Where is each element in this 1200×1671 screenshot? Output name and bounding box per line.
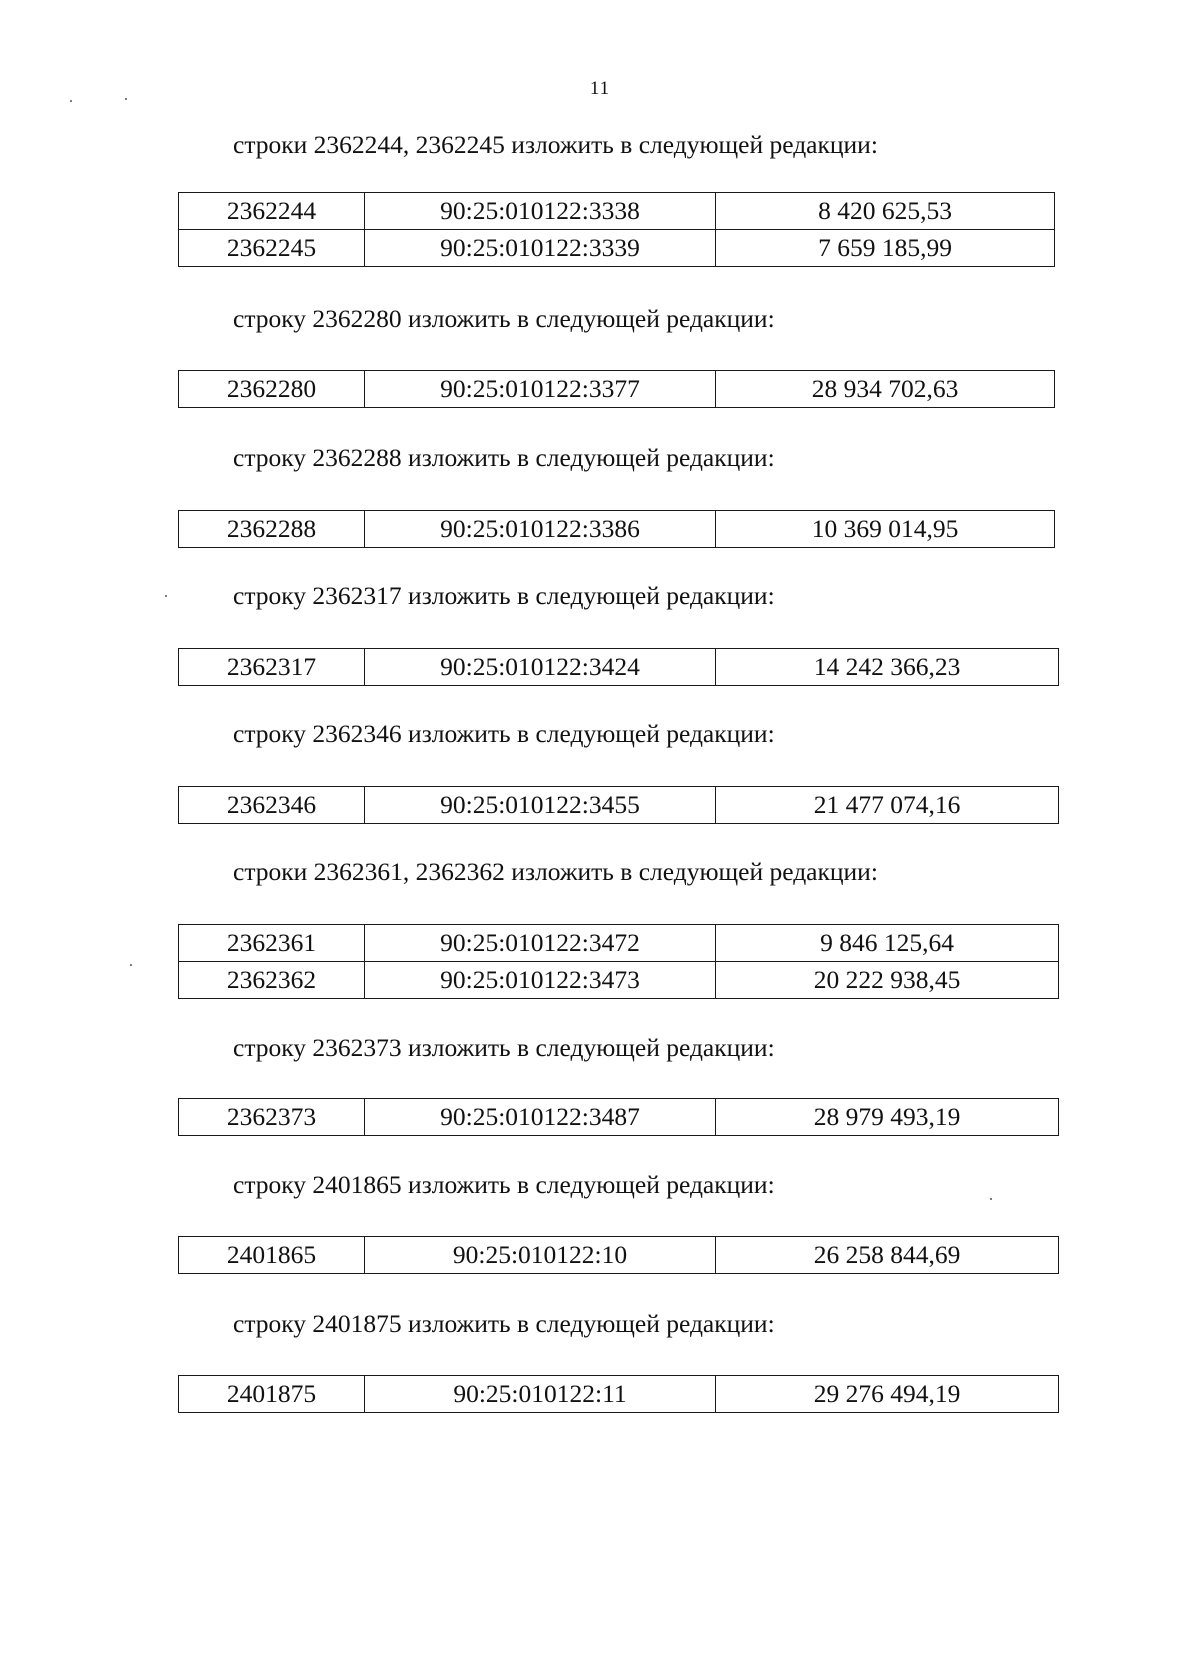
cadastral-value-cell: 8 420 625,53 bbox=[716, 193, 1055, 230]
amendment-table bbox=[178, 924, 1059, 999]
amendment-heading: строку 2362280 изложить в следующей редакции: bbox=[233, 304, 775, 333]
cadastral-value-cell: 14 242 366,23 bbox=[716, 649, 1059, 686]
table-row bbox=[179, 371, 1055, 408]
amendment-table bbox=[178, 370, 1055, 408]
scan-speck bbox=[165, 595, 167, 597]
row-number-cell: 2362361 bbox=[179, 925, 365, 962]
row-number-cell: 2362373 bbox=[179, 1099, 365, 1136]
amendment-table bbox=[178, 510, 1055, 548]
cadastral-number-cell: 90:25:010122:3472 bbox=[365, 925, 716, 962]
cadastral-number-cell: 90:25:010122:3338 bbox=[365, 193, 716, 230]
cadastral-value-cell: 26 258 844,69 bbox=[716, 1237, 1059, 1274]
scan-speck bbox=[130, 964, 132, 966]
amendment-heading: строку 2401865 изложить в следующей редакции: bbox=[233, 1170, 775, 1199]
table-row bbox=[179, 649, 1059, 686]
amendment-table bbox=[178, 192, 1055, 267]
table-row bbox=[179, 1376, 1059, 1413]
amendment-heading: строки 2362244, 2362245 изложить в следующей редакции: bbox=[233, 130, 878, 159]
scan-speck bbox=[990, 1198, 992, 1200]
cadastral-number-cell: 90:25:010122:10 bbox=[365, 1237, 716, 1274]
cadastral-number-cell: 90:25:010122:3377 bbox=[365, 371, 716, 408]
row-number-cell: 2362346 bbox=[179, 787, 365, 824]
table-row bbox=[179, 787, 1059, 824]
table-row bbox=[179, 193, 1055, 230]
cadastral-value-cell: 28 979 493,19 bbox=[716, 1099, 1059, 1136]
amendment-heading: строку 2401875 изложить в следующей редакции: bbox=[233, 1309, 775, 1338]
cadastral-value-cell: 7 659 185,99 bbox=[716, 230, 1055, 267]
amendment-heading: строку 2362373 изложить в следующей редакции: bbox=[233, 1033, 775, 1062]
table-row bbox=[179, 962, 1059, 999]
amendment-heading: строку 2362317 изложить в следующей редакции: bbox=[233, 581, 775, 610]
cadastral-value-cell: 21 477 074,16 bbox=[716, 787, 1059, 824]
row-number-cell: 2362245 bbox=[179, 230, 365, 267]
row-number-cell: 2362244 bbox=[179, 193, 365, 230]
amendment-table bbox=[178, 648, 1059, 686]
amendment-heading: строку 2362288 изложить в следующей редакции: bbox=[233, 443, 775, 472]
cadastral-value-cell: 10 369 014,95 bbox=[716, 511, 1055, 548]
scan-speck bbox=[125, 98, 127, 100]
cadastral-number-cell: 90:25:010122:3424 bbox=[365, 649, 716, 686]
row-number-cell: 2362317 bbox=[179, 649, 365, 686]
cadastral-value-cell: 29 276 494,19 bbox=[716, 1376, 1059, 1413]
row-number-cell: 2401865 bbox=[179, 1237, 365, 1274]
row-number-cell: 2362288 bbox=[179, 511, 365, 548]
row-number-cell: 2401875 bbox=[179, 1376, 365, 1413]
cadastral-value-cell: 9 846 125,64 bbox=[716, 925, 1059, 962]
table-row bbox=[179, 925, 1059, 962]
cadastral-number-cell: 90:25:010122:11 bbox=[365, 1376, 716, 1413]
cadastral-number-cell: 90:25:010122:3487 bbox=[365, 1099, 716, 1136]
cadastral-value-cell: 28 934 702,63 bbox=[716, 371, 1055, 408]
cadastral-number-cell: 90:25:010122:3473 bbox=[365, 962, 716, 999]
cadastral-number-cell: 90:25:010122:3386 bbox=[365, 511, 716, 548]
table-row bbox=[179, 230, 1055, 267]
amendment-table bbox=[178, 1375, 1059, 1413]
table-row bbox=[179, 1237, 1059, 1274]
cadastral-number-cell: 90:25:010122:3455 bbox=[365, 787, 716, 824]
amendment-table bbox=[178, 1236, 1059, 1274]
amendment-heading: строку 2362346 изложить в следующей редакции: bbox=[233, 719, 775, 748]
cadastral-number-cell: 90:25:010122:3339 bbox=[365, 230, 716, 267]
amendment-table bbox=[178, 786, 1059, 824]
table-row bbox=[179, 1099, 1059, 1136]
row-number-cell: 2362362 bbox=[179, 962, 365, 999]
row-number-cell: 2362280 bbox=[179, 371, 365, 408]
page-number: 11 bbox=[589, 78, 611, 99]
amendment-table bbox=[178, 1098, 1059, 1136]
scan-speck bbox=[70, 100, 72, 102]
table-row bbox=[179, 511, 1055, 548]
amendment-heading: строки 2362361, 2362362 изложить в следующей редакции: bbox=[233, 857, 878, 886]
cadastral-value-cell: 20 222 938,45 bbox=[716, 962, 1059, 999]
